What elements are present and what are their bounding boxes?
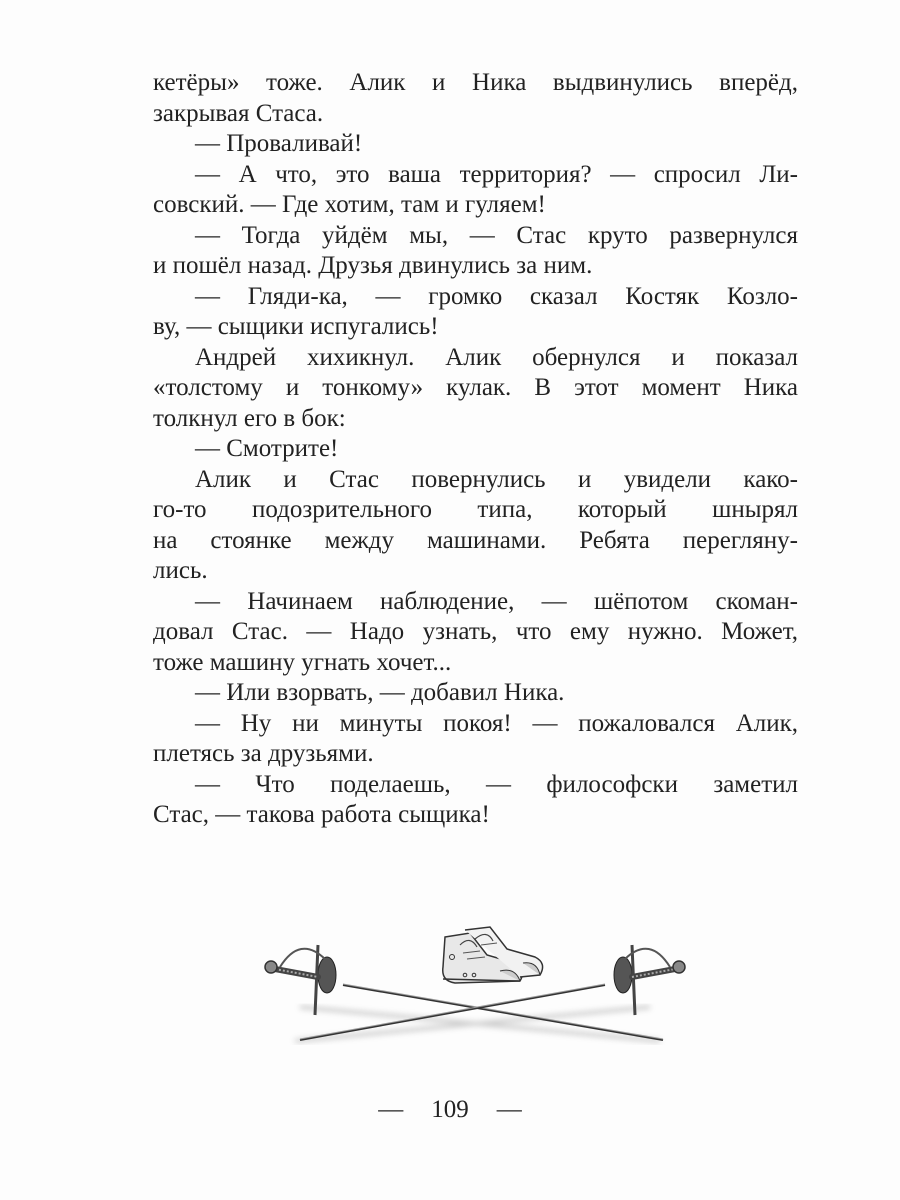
- text-line: ву, — сыщики испугались!: [153, 313, 439, 340]
- page-number: [0, 1096, 900, 1124]
- text-line: — А что, это ваша территория? — спросил Ли-: [195, 160, 798, 188]
- page-number-dash-right: —: [496, 1096, 522, 1123]
- text-line: закрывая Стаса.: [153, 99, 324, 127]
- text-line: «толстому и тонкому» кулак. В этот момент Ника: [153, 374, 798, 401]
- page-number-value: 109: [431, 1096, 469, 1123]
- text-line: — Смотрите!: [195, 435, 339, 462]
- sneakers-icon: [443, 927, 543, 983]
- crossed-swords-sneakers-illustration: [255, 915, 695, 1045]
- text-line: — Тогда уйдём мы, — Стас круто развернулся: [195, 221, 798, 249]
- text-line: толкнул его в бок:: [153, 404, 346, 432]
- text-line: совский. — Где хотим, там и гуляем!: [153, 191, 546, 218]
- text-line: Андрей хихикнул. Алик обернулся и показал: [195, 343, 798, 371]
- text-line: — Ну ни минуты покоя! — пожаловался Алик,: [195, 709, 798, 737]
- text-line: на стоянке между машинами. Ребята перегляну-: [153, 526, 798, 554]
- text-line: и пошёл назад. Друзья двинулись за ним.: [153, 252, 593, 279]
- text-line: лись.: [153, 557, 208, 584]
- text-line: — Начинаем наблюдение, — шёпотом скоман-: [195, 587, 798, 615]
- text-line: тоже машину угнать хочет...: [153, 648, 452, 676]
- text-line: — Гляди-ка, — громко сказал Костяк Козло-: [195, 282, 798, 310]
- text-line: плетясь за друзьями.: [153, 740, 374, 767]
- text-line: — Что поделаешь, — философски заметил: [195, 770, 798, 798]
- text-line: довал Стас. — Надо узнать, что ему нужно. Может,: [153, 618, 798, 645]
- text-line: Алик и Стас повернулись и увидели како-: [195, 465, 798, 493]
- text-line: го-то подозрительного типа, который шнырял: [153, 496, 798, 523]
- page-number-dash-left: —: [378, 1096, 404, 1123]
- text-line: — Проваливай!: [195, 130, 363, 157]
- text-line: кетёры» тоже. Алик и Ника выдвинулись вперёд,: [153, 69, 798, 96]
- text-line: — Или взорвать, — добавил Ника.: [195, 679, 565, 706]
- text-line: Стас, — такова работа сыщика!: [153, 801, 490, 828]
- body-text: [153, 68, 798, 831]
